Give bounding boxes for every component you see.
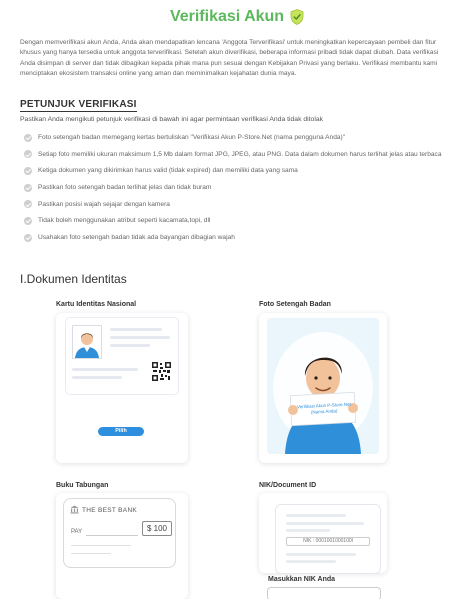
id-text-line [72,376,122,379]
verified-shield-icon [290,9,304,25]
id-text-line [110,328,162,331]
bank-pay-line [86,535,138,536]
ktp-label: Kartu Identitas Nasional [56,301,137,308]
requirement-item: Pastikan foto setengah badan terlihat jelas dan tidak buram [24,183,454,193]
nik-text-line [286,553,356,556]
selfie-illustration [267,318,379,454]
requirement-item: Setiap foto memiliki ukuran maksimum 1,5 Mb dalam format JPG, JPEG, atau PNG. Data dalam dokumen harus terlihat jelas atau terbaca [24,150,454,160]
check-circle-icon [24,184,32,192]
bank-line [71,545,131,546]
requirement-item: Usahakan foto setengah badan tidak ada bayangan dibagian wajah [24,233,454,243]
nik-card-illustration [276,505,380,573]
check-circle-icon [24,150,32,158]
bank-line [71,553,111,554]
requirement-item: Foto setengah badan memegang kertas bertuliskan "Verifikasi Akun P-Store.Net (nama pengguna Anda)" [24,133,454,143]
bank-amount: $ 100 [142,521,172,536]
nik-text-line [286,529,330,532]
documents-heading: I.Dokumen Identitas [20,272,127,286]
id-photo-icon [72,325,102,359]
nik-text-line [286,560,336,563]
page-header [0,8,474,26]
person-holding-paper-icon [267,318,379,454]
bank-book-illustration [63,498,176,568]
check-circle-icon [24,234,32,242]
qr-code-icon [152,362,171,381]
page-title [170,8,304,26]
bank-book-label: Buku Tabungan [56,482,109,489]
requirement-list [24,133,454,250]
bank-name: THE BEST BANK [82,507,138,514]
id-card-illustration [66,318,178,394]
nik-input-label: Masukkan NIK Anda [268,576,336,583]
guide-subheading: Pastikan Anda mengikuti petunjuk verifikasi di bawah ini agar permintaan verifikasi Anda tidak ditolak [20,116,324,123]
bank-logo-icon [70,505,79,514]
selfie-label: Foto Setengah Badan [259,301,331,308]
bank-pay-label: PAY [71,529,83,535]
intro-paragraph: Dengan memverifikasi akun Anda, Anda akan mendapatkan lencana 'Anggota Terverifikasi' untuk meningkatkan kepercayaan pembeli dan fitur khusus yang hanya tersedia untuk anggota terverifikasi. Setelah akun diverifikasi, beberapa informasi pribadi tidak dapat diubah. Data verifikasi Anda disimpan di server dan tidak dibagikan kepada pihak mana pun sesuai dengan Kebijakan Privasi yang berlaku. Verifikasi membantu kami menciptakan ekosistem transaksi online yang aman dan meminimalkan kejahatan dunia maya. [20,39,439,77]
guide-heading: PETUNJUK VERIFIKASI [20,99,137,110]
id-text-line [110,336,170,339]
person-avatar-icon [73,326,101,358]
nik-label: NIK/Document ID [259,482,317,489]
nik-text-line [286,522,364,525]
check-circle-icon [24,217,32,225]
nik-text-line [286,514,346,517]
requirement-item: Ketiga dokumen yang dikirimkan harus valid (tidak expired) dan memiliki data yang sama [24,166,454,176]
check-circle-icon [24,167,32,175]
id-text-line [72,368,138,371]
nik-input[interactable] [267,587,381,599]
check-circle-icon [24,134,32,142]
check-circle-icon [24,200,32,208]
requirement-item: Pastikan posisi wajah sejajar dengan kamera [24,200,454,210]
nik-number-badge: NIK : 0001001000100l [286,537,370,546]
page-title-text: Verifikasi Akun [169,8,285,25]
selfie-paper-text: Verifikasi Akun P-Store.Net (Nama Anda) [296,401,351,415]
ktp-select-button[interactable]: Pilih [98,427,144,436]
requirement-item: Tidak boleh menggunakan atribut seperti kacamata,topi, dll [24,216,454,226]
id-text-line [110,344,150,347]
